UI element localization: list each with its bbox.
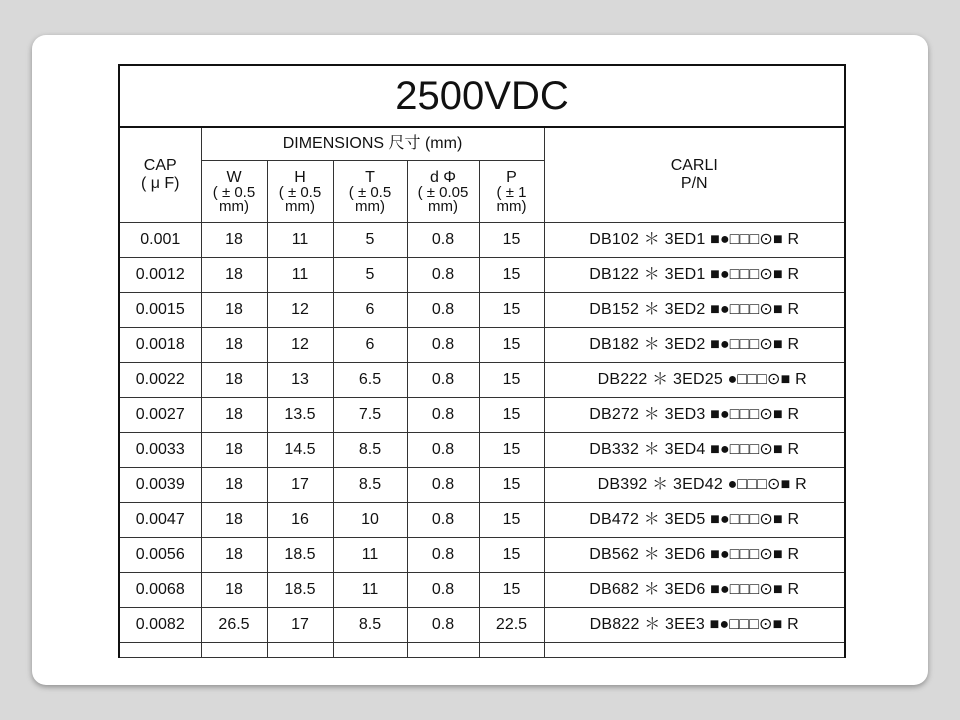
table-title: 2500VDC bbox=[119, 65, 845, 127]
h-cell: 13.5 bbox=[267, 398, 333, 433]
pn-cell: DB122 ＊ 3ED1 ■●□□□⊙■ R bbox=[544, 258, 845, 293]
h-cell: 16 bbox=[267, 503, 333, 538]
h-cell: 18.5 bbox=[267, 573, 333, 608]
dimensions-header: DIMENSIONS 尺寸 (mm) bbox=[201, 127, 544, 161]
t-cell: 6 bbox=[333, 328, 407, 363]
w-cell: 18 bbox=[201, 468, 267, 503]
p-header bbox=[479, 161, 544, 223]
h-cell: 14.5 bbox=[267, 433, 333, 468]
cap-cell: 0.0039 bbox=[119, 468, 201, 503]
p-cell: 15 bbox=[479, 328, 544, 363]
p-cell: 15 bbox=[479, 258, 544, 293]
p-cell: 22.5 bbox=[479, 608, 544, 643]
d-cell: 0.8 bbox=[407, 503, 479, 538]
carli-label: CARLI bbox=[670, 157, 718, 174]
pn-cell: DB332 ＊ 3ED4 ■●□□□⊙■ R bbox=[544, 433, 845, 468]
d-cell: 0.8 bbox=[407, 468, 479, 503]
cap-cell: 0.0012 bbox=[119, 258, 201, 293]
w-cell: 18 bbox=[201, 293, 267, 328]
pn-cell: DB822 ＊ 3EE3 ■●□□□⊙■ R bbox=[544, 608, 845, 643]
empty-cell bbox=[119, 643, 201, 658]
pn-cell: DB392 ＊ 3ED42 ●□□□⊙■ R bbox=[544, 468, 845, 503]
pn-cell: DB222 ＊ 3ED25 ●□□□⊙■ R bbox=[544, 363, 845, 398]
d-cell: 0.8 bbox=[407, 538, 479, 573]
d-cell: 0.8 bbox=[407, 398, 479, 433]
cap-cell: 0.0082 bbox=[119, 608, 201, 643]
cap-cell: 0.0018 bbox=[119, 328, 201, 363]
table-row bbox=[119, 468, 845, 503]
t-label: T bbox=[365, 168, 375, 186]
t-cell: 11 bbox=[333, 538, 407, 573]
t-tolerance: ( ± 0.5 bbox=[348, 183, 392, 201]
w-cell: 18 bbox=[201, 223, 267, 258]
h-cell: 17 bbox=[267, 468, 333, 503]
h-cell: 17 bbox=[267, 608, 333, 643]
cap-cell: 0.0047 bbox=[119, 503, 201, 538]
h-cell: 11 bbox=[267, 223, 333, 258]
d-label: d Φ bbox=[429, 168, 457, 186]
table-row bbox=[119, 223, 845, 258]
cap-label: CAP bbox=[143, 157, 177, 174]
h-cell: 12 bbox=[267, 328, 333, 363]
pn-cell: DB682 ＊ 3ED6 ■●□□□⊙■ R bbox=[544, 573, 845, 608]
p-cell: 15 bbox=[479, 223, 544, 258]
cap-header bbox=[119, 127, 201, 223]
d-cell: 0.8 bbox=[407, 258, 479, 293]
d-cell: 0.8 bbox=[407, 573, 479, 608]
cap-cell: 0.0056 bbox=[119, 538, 201, 573]
p-label: P bbox=[506, 168, 517, 186]
cap-cell: 0.0068 bbox=[119, 573, 201, 608]
t-cell: 6 bbox=[333, 293, 407, 328]
w-cell: 18 bbox=[201, 573, 267, 608]
d-cell: 0.8 bbox=[407, 433, 479, 468]
table-row bbox=[119, 328, 845, 363]
t-cell: 6.5 bbox=[333, 363, 407, 398]
table-row bbox=[119, 573, 845, 608]
cap-cell: 0.0015 bbox=[119, 293, 201, 328]
h-unit: mm) bbox=[285, 197, 315, 215]
pn-cell: DB102 ＊ 3ED1 ■●□□□⊙■ R bbox=[544, 223, 845, 258]
cap-cell: 0.0033 bbox=[119, 433, 201, 468]
w-cell: 18 bbox=[201, 363, 267, 398]
d-header bbox=[407, 161, 479, 223]
t-cell: 10 bbox=[333, 503, 407, 538]
table-row bbox=[119, 258, 845, 293]
pn-cell: DB272 ＊ 3ED3 ■●□□□⊙■ R bbox=[544, 398, 845, 433]
w-cell: 18 bbox=[201, 433, 267, 468]
p-cell: 15 bbox=[479, 363, 544, 398]
spec-sheet bbox=[118, 64, 846, 685]
h-tolerance: ( ± 0.5 bbox=[278, 183, 322, 201]
table-row-cut-off bbox=[119, 643, 845, 658]
w-header bbox=[201, 161, 267, 223]
p-tolerance: ( ± 1 bbox=[496, 183, 527, 201]
h-cell: 18.5 bbox=[267, 538, 333, 573]
t-cell: 5 bbox=[333, 223, 407, 258]
table-row bbox=[119, 608, 845, 643]
empty-cell bbox=[333, 643, 407, 658]
carli-pn-header bbox=[544, 127, 845, 223]
h-cell: 12 bbox=[267, 293, 333, 328]
w-cell: 18 bbox=[201, 328, 267, 363]
empty-cell bbox=[201, 643, 267, 658]
t-header bbox=[333, 161, 407, 223]
t-unit: mm) bbox=[355, 197, 385, 215]
d-cell: 0.8 bbox=[407, 363, 479, 398]
table-row bbox=[119, 538, 845, 573]
p-cell: 15 bbox=[479, 503, 544, 538]
empty-cell bbox=[544, 643, 845, 658]
empty-cell bbox=[407, 643, 479, 658]
p-cell: 15 bbox=[479, 398, 544, 433]
t-cell: 11 bbox=[333, 573, 407, 608]
w-tolerance: ( ± 0.5 bbox=[212, 183, 256, 201]
p-cell: 15 bbox=[479, 293, 544, 328]
cap-unit: ( μ F) bbox=[140, 175, 180, 192]
slide-card bbox=[32, 35, 928, 685]
cap-cell: 0.0022 bbox=[119, 363, 201, 398]
p-cell: 15 bbox=[479, 538, 544, 573]
w-cell: 18 bbox=[201, 258, 267, 293]
w-cell: 18 bbox=[201, 538, 267, 573]
t-cell: 8.5 bbox=[333, 608, 407, 643]
t-cell: 8.5 bbox=[333, 433, 407, 468]
d-unit: mm) bbox=[428, 197, 458, 215]
h-label: H bbox=[294, 168, 306, 186]
pn-cell: DB182 ＊ 3ED2 ■●□□□⊙■ R bbox=[544, 328, 845, 363]
d-cell: 0.8 bbox=[407, 223, 479, 258]
table-row bbox=[119, 293, 845, 328]
h-cell: 13 bbox=[267, 363, 333, 398]
d-cell: 0.8 bbox=[407, 608, 479, 643]
p-cell: 15 bbox=[479, 433, 544, 468]
d-tolerance: ( ± 0.05 bbox=[417, 183, 469, 201]
p-cell: 15 bbox=[479, 468, 544, 503]
empty-cell bbox=[479, 643, 544, 658]
p-unit: mm) bbox=[496, 197, 527, 215]
table-row bbox=[119, 433, 845, 468]
cap-cell: 0.0027 bbox=[119, 398, 201, 433]
empty-cell bbox=[267, 643, 333, 658]
w-cell: 26.5 bbox=[201, 608, 267, 643]
w-unit: mm) bbox=[219, 197, 249, 215]
h-header bbox=[267, 161, 333, 223]
t-cell: 5 bbox=[333, 258, 407, 293]
w-cell: 18 bbox=[201, 503, 267, 538]
p-cell: 15 bbox=[479, 573, 544, 608]
pn-cell: DB562 ＊ 3ED6 ■●□□□⊙■ R bbox=[544, 538, 845, 573]
pn-label: P/N bbox=[680, 175, 708, 192]
table-row bbox=[119, 363, 845, 398]
pn-cell: DB152 ＊ 3ED2 ■●□□□⊙■ R bbox=[544, 293, 845, 328]
d-cell: 0.8 bbox=[407, 293, 479, 328]
w-label: W bbox=[226, 168, 242, 186]
d-cell: 0.8 bbox=[407, 328, 479, 363]
table-row bbox=[119, 398, 845, 433]
h-cell: 11 bbox=[267, 258, 333, 293]
spec-table bbox=[118, 64, 846, 658]
cap-cell: 0.001 bbox=[119, 223, 201, 258]
table-row bbox=[119, 503, 845, 538]
t-cell: 7.5 bbox=[333, 398, 407, 433]
pn-cell: DB472 ＊ 3ED5 ■●□□□⊙■ R bbox=[544, 503, 845, 538]
w-cell: 18 bbox=[201, 398, 267, 433]
t-cell: 8.5 bbox=[333, 468, 407, 503]
